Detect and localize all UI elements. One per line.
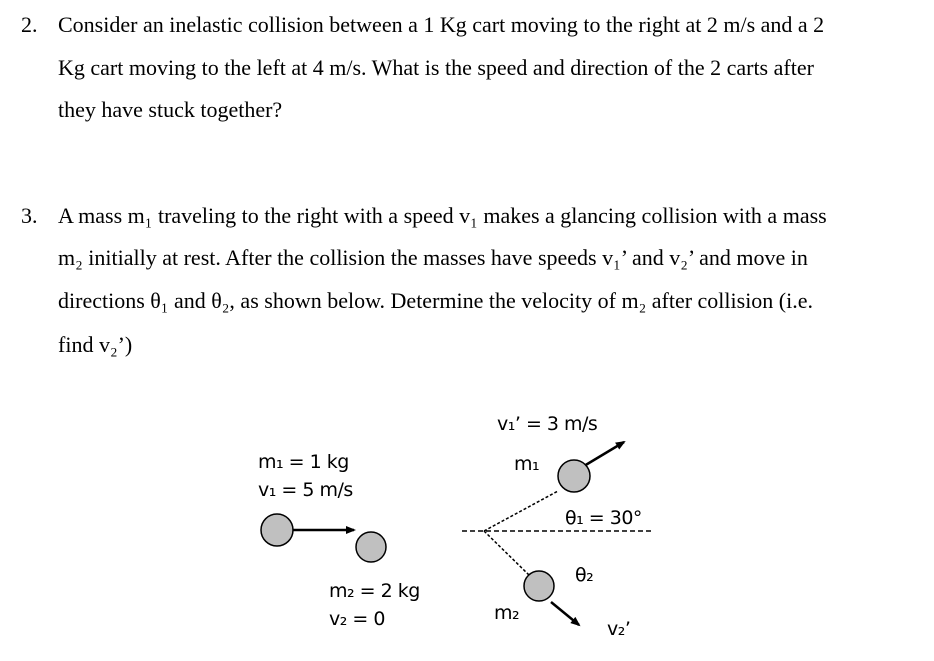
m2-ball-after [524, 571, 554, 601]
problem-3-line-3: directions θ₁ and θ₂, as shown below. Determine the velocity of m₂ after collision (i.e. [58, 288, 814, 313]
label-m1-before: m₁ = 1 kg [258, 451, 349, 473]
problem-3-number: 3. [21, 203, 38, 228]
label-m2-before: m₂ = 2 kg [329, 580, 420, 602]
problem-3-line-2: m₂ initially at rest. After the collision the masses have speeds v₁’ and v₂’ and move in [58, 245, 808, 270]
problem-2-number: 2. [21, 12, 38, 37]
after-collision-group [462, 442, 652, 625]
label-v2-before: v₂ = 0 [329, 608, 385, 630]
problem-3-line-4: find v₂’) [58, 332, 133, 357]
m2-path-dashed [484, 531, 530, 576]
problem-2-line-2: Kg cart moving to the left at 4 m/s. What is the speed and direction of the 2 carts after [58, 55, 814, 80]
label-m2-after: m₂ [494, 602, 520, 624]
m1-velocity-after-arrow [584, 442, 624, 466]
label-m1-after: m₁ [514, 453, 540, 475]
label-theta2: θ₂ [575, 564, 594, 586]
m1-path-dashed [484, 491, 558, 531]
label-theta1: θ₁ = 30° [565, 507, 642, 529]
collision-diagram [240, 400, 680, 661]
m1-ball-after [558, 460, 590, 492]
problem-3-line-1: A mass m₁ traveling to the right with a speed v₁ makes a glancing collision with a mass [58, 203, 827, 228]
m1-ball-before [261, 514, 293, 546]
problem-2-line-3: they have stuck together? [58, 97, 283, 122]
before-collision-group [261, 514, 386, 562]
label-v2-prime: v₂’ [607, 618, 631, 640]
problem-2-line-1: Consider an inelastic collision between a 1 Kg cart moving to the right at 2 m/s and a 2 [58, 12, 825, 37]
m2-ball-before [356, 532, 386, 562]
m2-velocity-after-arrow [551, 602, 579, 625]
label-v1-prime: v₁’ = 3 m/s [497, 413, 598, 435]
label-v1-before: v₁ = 5 m/s [258, 479, 353, 501]
